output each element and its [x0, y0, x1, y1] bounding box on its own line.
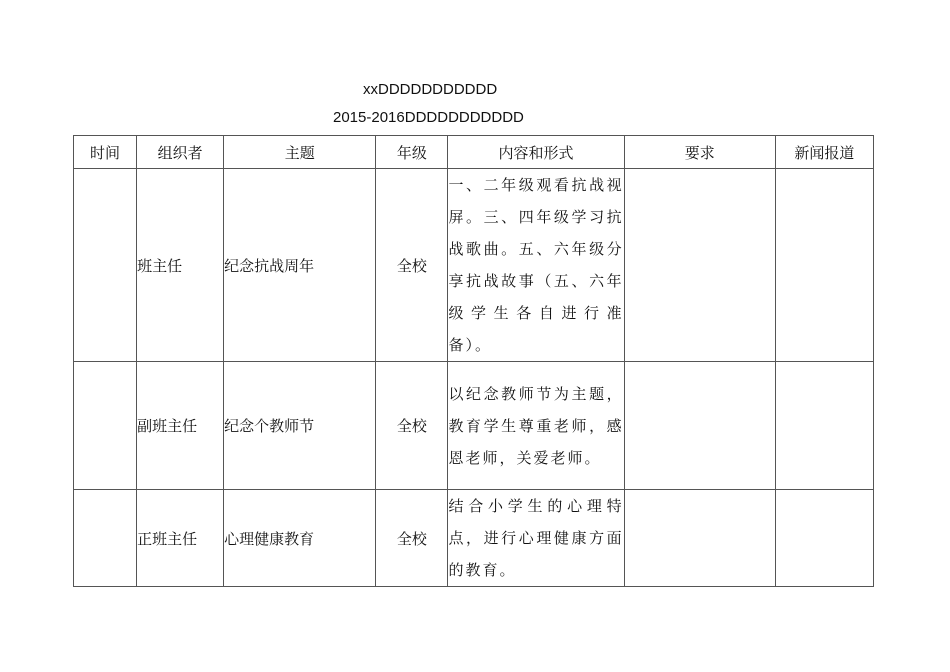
- cell-time: [74, 362, 137, 490]
- cell-requirements: [624, 362, 775, 490]
- cell-requirements: [624, 490, 775, 587]
- cell-time: [74, 490, 137, 587]
- table-row: [74, 169, 874, 362]
- cell-organizer: 班主任: [137, 169, 224, 362]
- cell-grade: 全校: [376, 490, 448, 587]
- cell-topic: 纪念抗战周年: [224, 169, 376, 362]
- activity-plan-table: [73, 135, 874, 587]
- header-organizer: 组织者: [137, 136, 224, 169]
- cell-requirements: [624, 169, 775, 362]
- cell-grade: 全校: [376, 169, 448, 362]
- cell-content: 结合小学生的心理特点，进行心理健康方面的教育。: [448, 490, 624, 587]
- cell-topic: 心理健康教育: [224, 490, 376, 587]
- header-topic: 主题: [224, 136, 376, 169]
- cell-content: 以纪念教师节为主题，教育学生尊重老师，感恩老师，关爱老师。: [448, 362, 624, 490]
- cell-organizer: 正班主任: [137, 490, 224, 587]
- cell-news: [775, 169, 873, 362]
- header-time: 时间: [74, 136, 137, 169]
- document-subtitle: 2015-2016DDDDDDDDDDD: [333, 109, 524, 126]
- cell-content: 一、二年级观看抗战视屏。三、四年级学习抗战歌曲。五、六年级分享抗战故事（五、六年级学生各自进行准备）。: [448, 169, 624, 362]
- header-requirements: 要求: [624, 136, 775, 169]
- table-header-row: [74, 136, 874, 169]
- cell-topic: 纪念个教师节: [224, 362, 376, 490]
- header-content: 内容和形式: [448, 136, 624, 169]
- cell-grade: 全校: [376, 362, 448, 490]
- document-title: xxDDDDDDDDDDD: [363, 81, 498, 98]
- cell-news: [775, 362, 873, 490]
- header-news: 新闻报道: [775, 136, 873, 169]
- cell-news: [775, 490, 873, 587]
- header-grade: 年级: [376, 136, 448, 169]
- cell-organizer: 副班主任: [137, 362, 224, 490]
- table-row: [74, 362, 874, 490]
- table-row: [74, 490, 874, 587]
- cell-time: [74, 169, 137, 362]
